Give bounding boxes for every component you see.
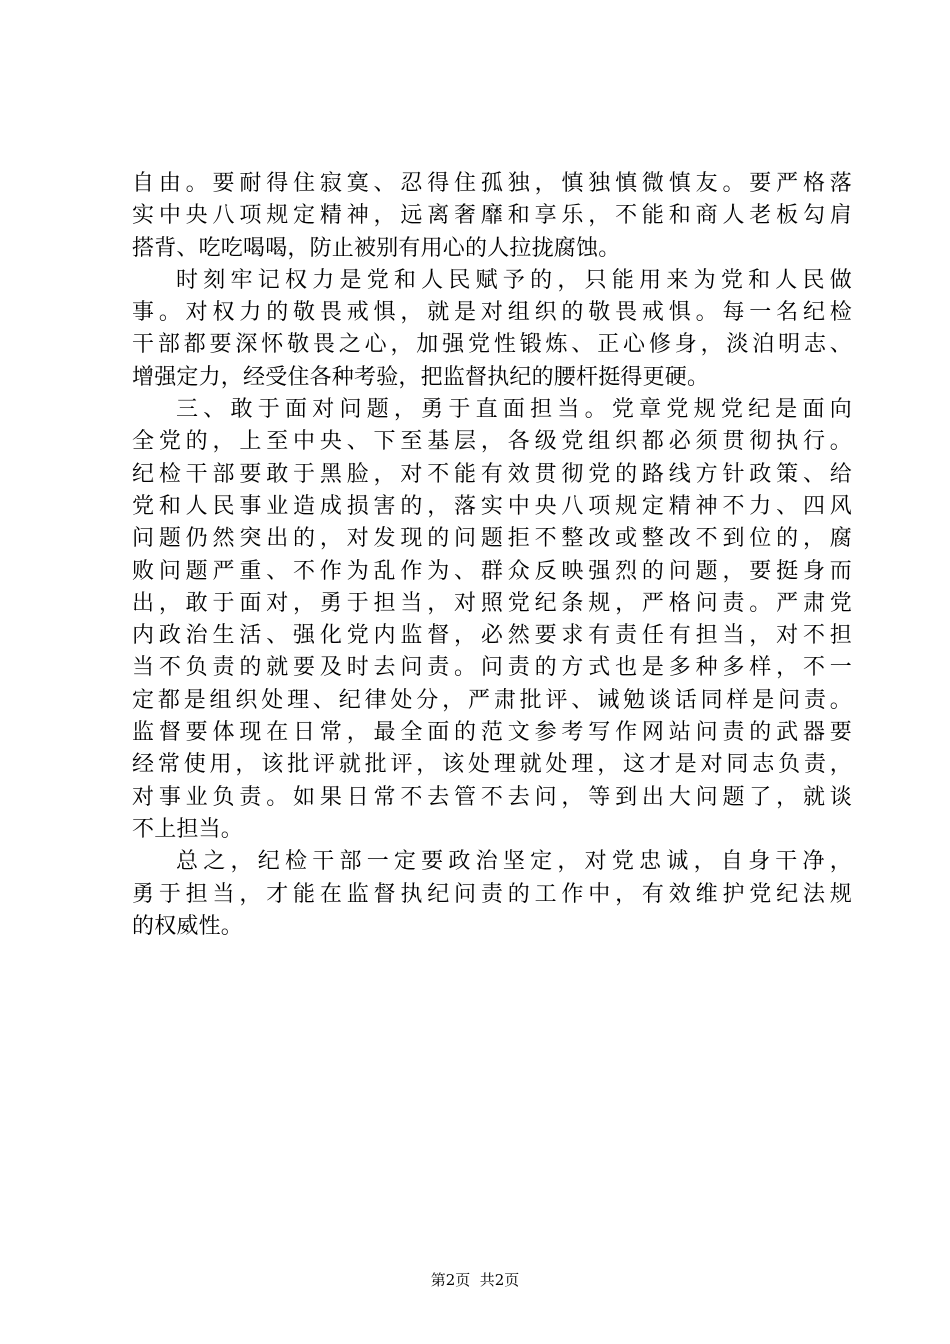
text-line: 出，敢于面对，勇于担当，对照党纪条规，严格问责。严肃党	[132, 590, 852, 616]
text-line: 增强定力，经受住各种考验，把监督执纪的腰杆挺得更硬。	[132, 364, 710, 390]
text-line: 党和人民事业造成损害的，落实中央八项规定精神不力、四风	[132, 493, 852, 519]
document-body	[132, 168, 852, 943]
text-line: 对事业负责。如果日常不去管不去问，等到出大问题了，就谈	[132, 784, 852, 810]
page-footer	[0, 1270, 950, 1290]
text-line: 自由。要耐得住寂寞、忍得住孤独，慎独慎微慎友。要严格落	[132, 171, 852, 196]
text-line: 事。对权力的敬畏戒惧，就是对组织的敬畏戒惧。每一名纪检	[132, 300, 852, 326]
text-line: 败问题严重、不作为乱作为、群众反映强烈的问题，要挺身而	[132, 558, 852, 584]
text-line: 的权威性。	[132, 913, 244, 939]
text-line: 问题仍然突出的，对发现的问题拒不整改或整改不到位的，腐	[132, 526, 852, 552]
text-line: 监督要体现在日常，最全面的范文参考写作网站问责的武器要	[132, 720, 852, 746]
text-line: 纪检干部要敢于黑脸，对不能有效贯彻党的路线方针政策、给	[132, 461, 852, 487]
text-line: 当不负责的就要及时去问责。问责的方式也是多种多样，不一	[132, 655, 852, 681]
text-line: 三、敢于面对问题，勇于直面担当。党章党规党纪是面向	[176, 397, 852, 423]
text-line: 经常使用，该批评就批评，该处理就处理，这才是对同志负责，	[132, 752, 852, 778]
text-line: 不上担当。	[132, 816, 244, 842]
text-line: 定都是组织处理、纪律处分，严肃批评、诫勉谈话同样是问责。	[132, 687, 852, 713]
text-line: 干部都要深怀敬畏之心，加强党性锻炼、正心修身，淡泊明志、	[132, 332, 852, 358]
text-line: 勇于担当，才能在监督执纪问责的工作中，有效维护党纪法规	[132, 881, 852, 907]
text-line: 总之，纪检干部一定要政治坚定，对党忠诚，自身干净，	[176, 849, 852, 875]
page-number: 第2页 共2页	[430, 1271, 520, 1289]
text-line: 时刻牢记权力是党和人民赋予的，只能用来为党和人民做	[176, 267, 852, 293]
text-line: 实中央八项规定精神，远离奢靡和享乐，不能和商人老板勾肩	[132, 203, 852, 229]
text-line: 全党的，上至中央、下至基层，各级党组织都必须贯彻执行。	[132, 429, 852, 455]
text-line: 内政治生活、强化党内监督，必然要求有责任有担当，对不担	[132, 623, 852, 649]
text-line: 搭背、吃吃喝喝，防止被别有用心的人拉拢腐蚀。	[132, 235, 621, 261]
